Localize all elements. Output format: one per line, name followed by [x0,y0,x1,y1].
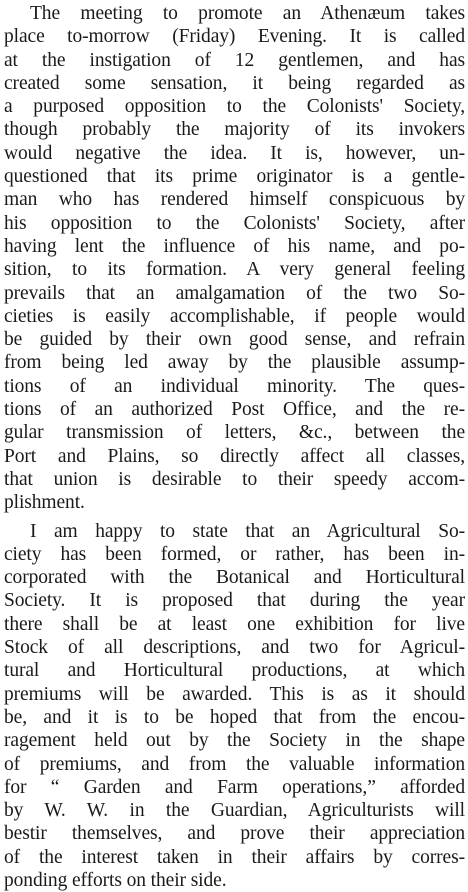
text-line: plishment. [4,492,85,514]
text-line: bestir themselves, and prove their appreciation [4,823,465,845]
text-line: cieties is easily accomplishable, if people would [4,305,465,327]
text-line: sition, to its formation. A very general feeling [4,259,465,281]
text-line: of the interest taken in their affairs by corres- [4,846,465,868]
text-line: tions of an individual minority. The ques- [4,375,465,397]
text-line: there shall be at least one exhibition for live [4,613,465,635]
text-line: ragement held out by the Society in the shape [4,730,465,752]
text-line: of premiums, and from the valuable information [4,753,465,775]
text-line: would negative the idea. It is, however, un- [4,142,465,164]
paragraph-agricultural-society [4,520,465,892]
text-line: Port and Plains, so directly affect all classes, [4,445,465,467]
paragraph-athenaeum-meeting [4,2,465,515]
text-line: premiums will be awarded. This is as it should [4,683,465,705]
text-line: from being led away by the plausible assump- [4,352,465,374]
text-line: though probably the majority of its invokers [4,119,465,141]
text-line: place to-morrow (Friday) Evening. It is called [4,26,465,48]
text-line: his opposition to the Colonists' Society, after [4,212,465,234]
text-line: I am happy to state that an Agricultural So- [30,520,465,542]
text-line: Stock of all descriptions, and two for Agricul- [4,637,465,659]
text-line: tural and Horticultural productions, at which [4,660,465,682]
text-line: be, and it is to be hoped that from the encou- [4,706,465,728]
text-line: gular transmission of letters, &c., between the [4,422,465,444]
article-column [4,2,465,892]
text-line: ciety has been formed, or rather, has been in- [4,543,465,565]
text-line: created some sensation, it being regarded as [4,72,465,94]
text-line: ponding efforts on their side. [4,869,227,891]
text-line: The meeting to promote an Athenæum takes [30,3,465,24]
text-line: Society. It is proposed that during the year [4,590,465,612]
text-line: having lent the influence of his name, and po- [4,235,465,257]
text-line: for “ Garden and Farm operations,” afforded [4,776,465,798]
text-line: corporated with the Botanical and Horticultural [4,567,465,589]
text-line: questioned that its prime originator is a gentle- [4,166,465,188]
text-line: that union is desirable to their speedy accom- [4,468,465,490]
text-line: at the instigation of 12 gentlemen, and has [4,49,465,71]
text-line: tions of an authorized Post Office, and the re- [4,399,465,421]
text-line: man who has rendered himself conspicuous by [4,189,465,211]
text-line: be guided by their own good sense, and refrain [4,329,465,351]
text-line: a purposed opposition to the Colonists' Society, [4,96,465,118]
text-line: prevails that an amalgamation of the two So- [4,282,465,304]
text-line: by W. W. in the Guardian, Agriculturists will [4,800,465,822]
